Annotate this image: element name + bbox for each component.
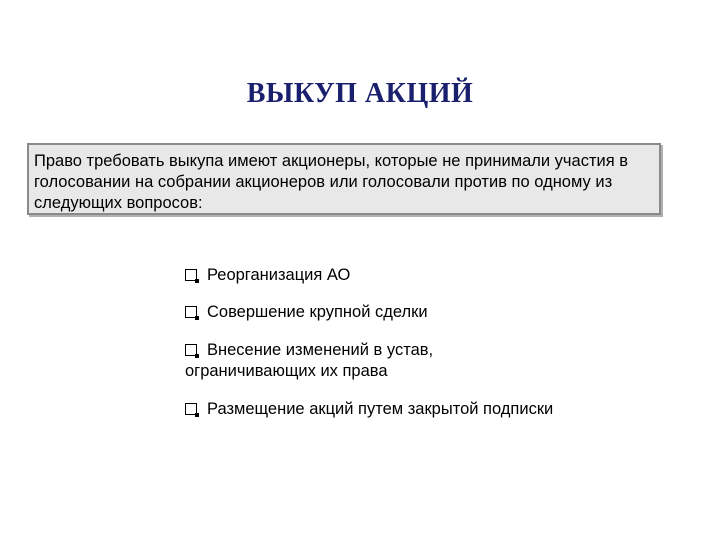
checkbox-bullet-icon [185,306,197,318]
list-item [185,399,665,420]
list-item-text: Внесение изменений в устав, ограничивающих их права [185,341,434,380]
checkbox-bullet-icon [185,344,197,356]
checkbox-bullet-icon [185,403,197,415]
intro-text-box [27,143,661,215]
list-item [185,265,665,286]
list-item [185,340,485,382]
slide-title: ВЫКУП АКЦИЙ [246,78,474,109]
checkbox-bullet-icon [185,269,197,281]
list-item-text: Размещение акций путем закрытой подписки [207,400,554,418]
list-item [185,302,665,323]
intro-text: Право требовать выкупа имеют акционеры, которые не принимали участия в голосовании на собрании акционеров или голосовали против по одному из следующих вопросов: [34,152,629,212]
list-item-text: Совершение крупной сделки [207,303,428,321]
list-item-text: Реорганизация АО [207,266,351,284]
